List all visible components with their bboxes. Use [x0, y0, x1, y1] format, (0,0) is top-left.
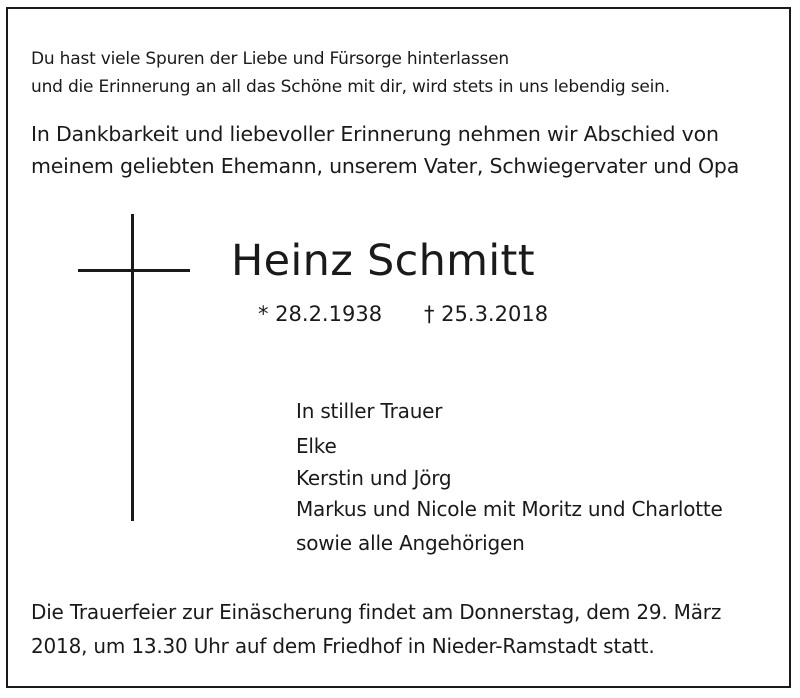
intro-line-2: meinem geliebten Ehemann, unserem Vater, Schwiegervater und Opa	[31, 154, 740, 178]
notice-border	[6, 7, 791, 688]
poem-line-2: und die Erinnerung an all das Schöne mit dir, wird stets in uns lebendig sein.	[31, 77, 670, 97]
funeral-line-2: 2018, um 13.30 Uhr auf dem Friedhof in Nieder-Ramstadt statt.	[31, 634, 655, 658]
cross-icon	[131, 214, 134, 521]
cross-icon-bar	[78, 269, 190, 272]
birth-date: * 28.2.1938	[258, 302, 383, 326]
deceased-name: Heinz Schmitt	[231, 236, 535, 286]
mourner-line: Elke	[296, 434, 337, 458]
death-date: † 25.3.2018	[424, 302, 549, 326]
mourner-line: In stiller Trauer	[296, 399, 443, 423]
mourner-line: Kerstin und Jörg	[296, 466, 452, 490]
mourner-line: sowie alle Angehörigen	[296, 531, 525, 555]
mourner-line: Markus und Nicole mit Moritz und Charlotte	[296, 497, 723, 521]
funeral-line-1: Die Trauerfeier zur Einäscherung findet am Donnerstag, dem 29. März	[31, 600, 722, 624]
poem-line-1: Du hast viele Spuren der Liebe und Fürsorge hinterlassen	[31, 49, 510, 69]
intro-line-1: In Dankbarkeit und liebevoller Erinnerung nehmen wir Abschied von	[31, 122, 719, 146]
